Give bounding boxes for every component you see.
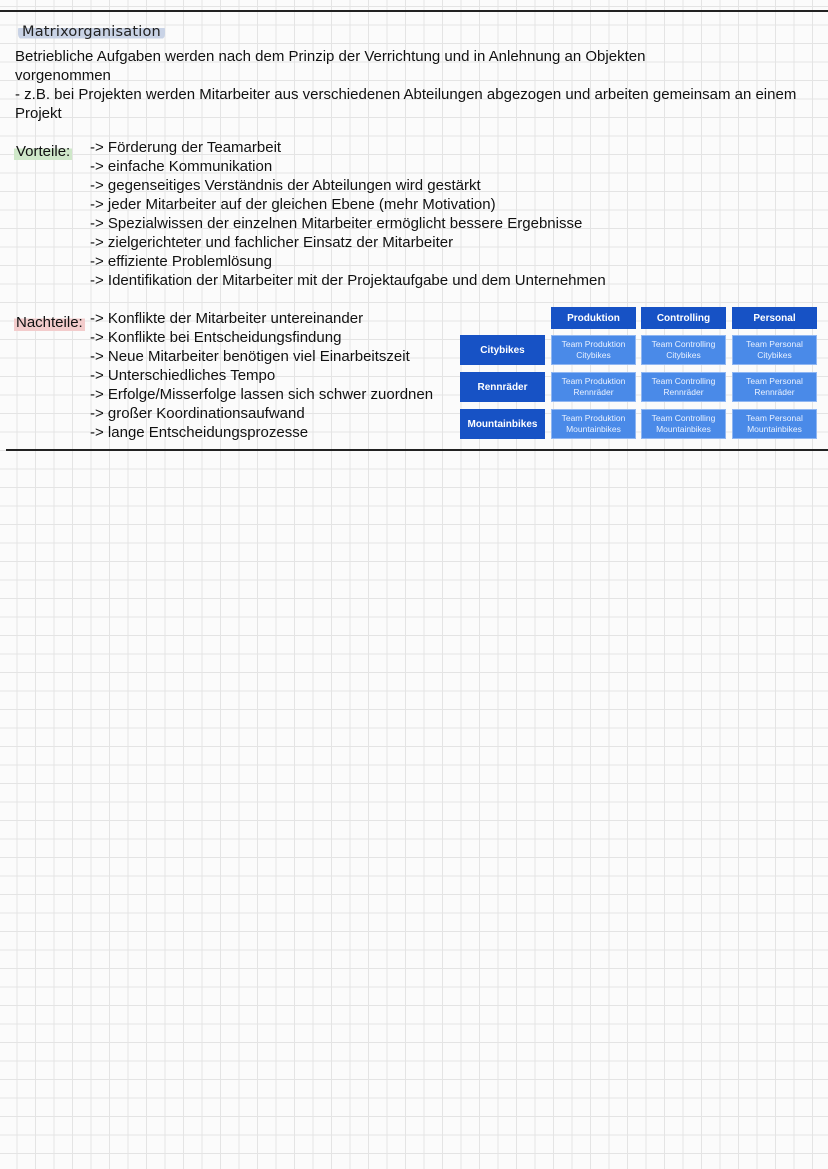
list-item: -> lange Entscheidungsprozesse xyxy=(90,424,309,441)
list-item: -> gegenseitiges Verständnis der Abteilungen wird gestärkt xyxy=(90,177,481,194)
vorteile-label: Vorteile: xyxy=(16,143,71,160)
list-item: -> Konflikte der Mitarbeiter untereinander xyxy=(90,310,364,327)
nachteile-label: Nachteile: xyxy=(16,314,83,331)
row-header-mountainbikes: Mountainbikes xyxy=(460,409,545,439)
matrix-cell: Team Produktion Mountainbikes xyxy=(551,409,636,439)
column-header-produktion: Produktion xyxy=(551,307,636,329)
vorteile-list xyxy=(90,138,606,290)
top-rule xyxy=(0,10,828,12)
row-header-rennraeder: Rennräder xyxy=(460,372,545,402)
row-header-citybikes: Citybikes xyxy=(460,335,545,365)
matrix-cell: Team Personal Citybikes xyxy=(732,335,817,365)
column-header-personal: Personal xyxy=(732,307,817,329)
list-item: -> Neue Mitarbeiter benötigen viel Einarbeitszeit xyxy=(90,348,410,365)
list-item: -> effiziente Problemlösung xyxy=(90,253,272,270)
bottom-rule xyxy=(6,449,828,451)
list-item: -> Förderung der Teamarbeit xyxy=(90,139,282,156)
list-item: -> Konflikte bei Entscheidungsfindung xyxy=(90,329,342,346)
list-item: -> jeder Mitarbeiter auf der gleichen Ebene (mehr Motivation) xyxy=(90,196,496,213)
matrix-cell: Team Produktion Citybikes xyxy=(551,335,636,365)
matrix-diagram xyxy=(459,307,819,439)
column-header-controlling: Controlling xyxy=(641,307,726,329)
list-item: -> großer Koordinationsaufwand xyxy=(90,405,305,422)
matrix-cell: Team Controlling Citybikes xyxy=(641,335,726,365)
intro-line-2: - z.B. bei Projekten werden Mitarbeiter aus verschiedenen Abteilungen abgezogen und arbeiten gemeinsam an einem Projekt xyxy=(15,86,797,122)
matrix-cell: Team Personal Rennräder xyxy=(732,372,817,402)
matrix-cell: Team Controlling Rennräder xyxy=(641,372,726,402)
list-item: -> Spezialwissen der einzelnen Mitarbeiter ermöglicht bessere Ergebnisse xyxy=(90,215,583,232)
list-item: -> Erfolge/Misserfolge lassen sich schwer zuordnen xyxy=(90,386,434,403)
intro-line-1: Betriebliche Aufgaben werden nach dem Prinzip der Verrichtung und in Anlehnung an Objekten vorgenommen xyxy=(15,48,646,84)
list-item: -> Identifikation der Mitarbeiter mit der Projektaufgabe und dem Unternehmen xyxy=(90,272,606,289)
matrix-cell: Team Personal Mountainbikes xyxy=(732,409,817,439)
list-item: -> zielgerichteter und fachlicher Einsatz der Mitarbeiter xyxy=(90,234,454,251)
list-item: -> Unterschiedliches Tempo xyxy=(90,367,276,384)
matrix-cell: Team Produktion Rennräder xyxy=(551,372,636,402)
list-item: -> einfache Kommunikation xyxy=(90,158,273,175)
matrix-cell: Team Controlling Mountainbikes xyxy=(641,409,726,439)
page-title: Matrixorganisation xyxy=(18,24,165,40)
nachteile-list xyxy=(90,309,433,442)
